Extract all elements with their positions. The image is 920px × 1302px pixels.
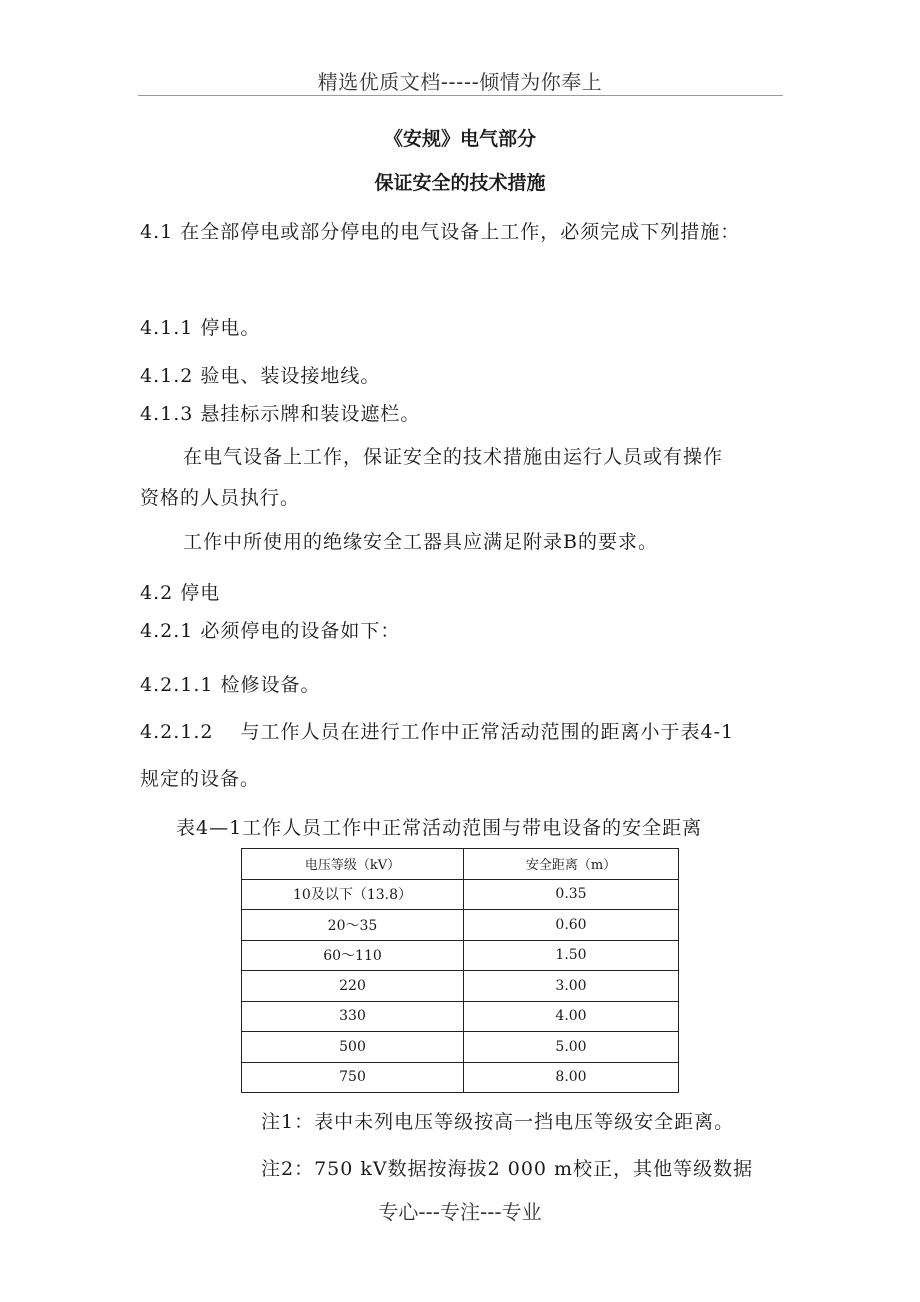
table-row xyxy=(242,1032,679,1063)
header-voltage-level: 电压等级（kV） xyxy=(242,849,464,880)
note-1: 注1：表中未列电压等级按高一挡电压等级安全距离。 xyxy=(261,1111,735,1133)
clause-4-2-1: 4.2.1 必须停电的设备如下： xyxy=(140,620,401,642)
clause-4-1: 4.1 在全部停电或部分停电的电气设备上工作，必须完成下列措施： xyxy=(140,221,741,243)
clause-4-1-3: 4.1.3 悬挂标示牌和装设遮栏。 xyxy=(140,403,421,425)
voltage-cell: 500 xyxy=(242,1032,464,1063)
safety-distance-table xyxy=(241,848,679,1093)
distance-cell: 0.60 xyxy=(464,910,679,941)
section-title: 保证安全的技术措施 xyxy=(374,172,546,194)
paragraph-1-line-2: 资格的人员执行。 xyxy=(140,487,301,509)
voltage-cell: 10及以下（13.8） xyxy=(242,879,464,910)
voltage-cell: 330 xyxy=(242,1001,464,1032)
clause-4-2: 4.2 停电 xyxy=(140,582,221,604)
clause-4-1-2: 4.1.2 验电、装设接地线。 xyxy=(140,365,381,387)
clause-4-2-1-2-line-2: 规定的设备。 xyxy=(140,768,261,790)
table-row xyxy=(242,940,679,971)
note-2: 注2：750 kV数据按海拔2 000 m校正，其他等级数据 xyxy=(261,1158,754,1180)
paragraph-2: 工作中所使用的绝缘安全工器具应满足附录B的要求。 xyxy=(183,531,658,553)
table-header-row xyxy=(242,849,679,880)
table-row xyxy=(242,971,679,1002)
distance-cell: 1.50 xyxy=(464,940,679,971)
voltage-cell: 220 xyxy=(242,971,464,1002)
header-safety-distance: 安全距离（m） xyxy=(464,849,679,880)
voltage-cell: 60～110 xyxy=(242,940,464,971)
table-row xyxy=(242,910,679,941)
table-row xyxy=(242,879,679,910)
distance-cell: 8.00 xyxy=(464,1062,679,1093)
document-title: 《安规》电气部分 xyxy=(383,128,536,150)
distance-cell: 3.00 xyxy=(464,971,679,1002)
header-divider xyxy=(138,95,783,96)
distance-cell: 0.35 xyxy=(464,879,679,910)
table-row xyxy=(242,1001,679,1032)
clause-4-2-1-2-line-1: 4.2.1.2 与工作人员在进行工作中正常活动范围的距离小于表4-1 xyxy=(140,721,735,743)
distance-cell: 4.00 xyxy=(464,1001,679,1032)
clause-4-1-1: 4.1.1 停电。 xyxy=(140,317,261,339)
distance-cell: 5.00 xyxy=(464,1032,679,1063)
table-caption: 表4—1工作人员工作中正常活动范围与带电设备的安全距离 xyxy=(176,817,703,839)
table-row xyxy=(242,1062,679,1093)
page-footer: 专心---专注---专业 xyxy=(378,1200,542,1224)
voltage-cell: 20～35 xyxy=(242,910,464,941)
voltage-cell: 750 xyxy=(242,1062,464,1093)
page-header: 精选优质文档-----倾情为你奉上 xyxy=(317,70,603,94)
paragraph-1-line-1: 在电气设备上工作，保证安全的技术措施由运行人员或有操作 xyxy=(183,446,724,468)
clause-4-2-1-1: 4.2.1.1 检修设备。 xyxy=(140,674,321,696)
